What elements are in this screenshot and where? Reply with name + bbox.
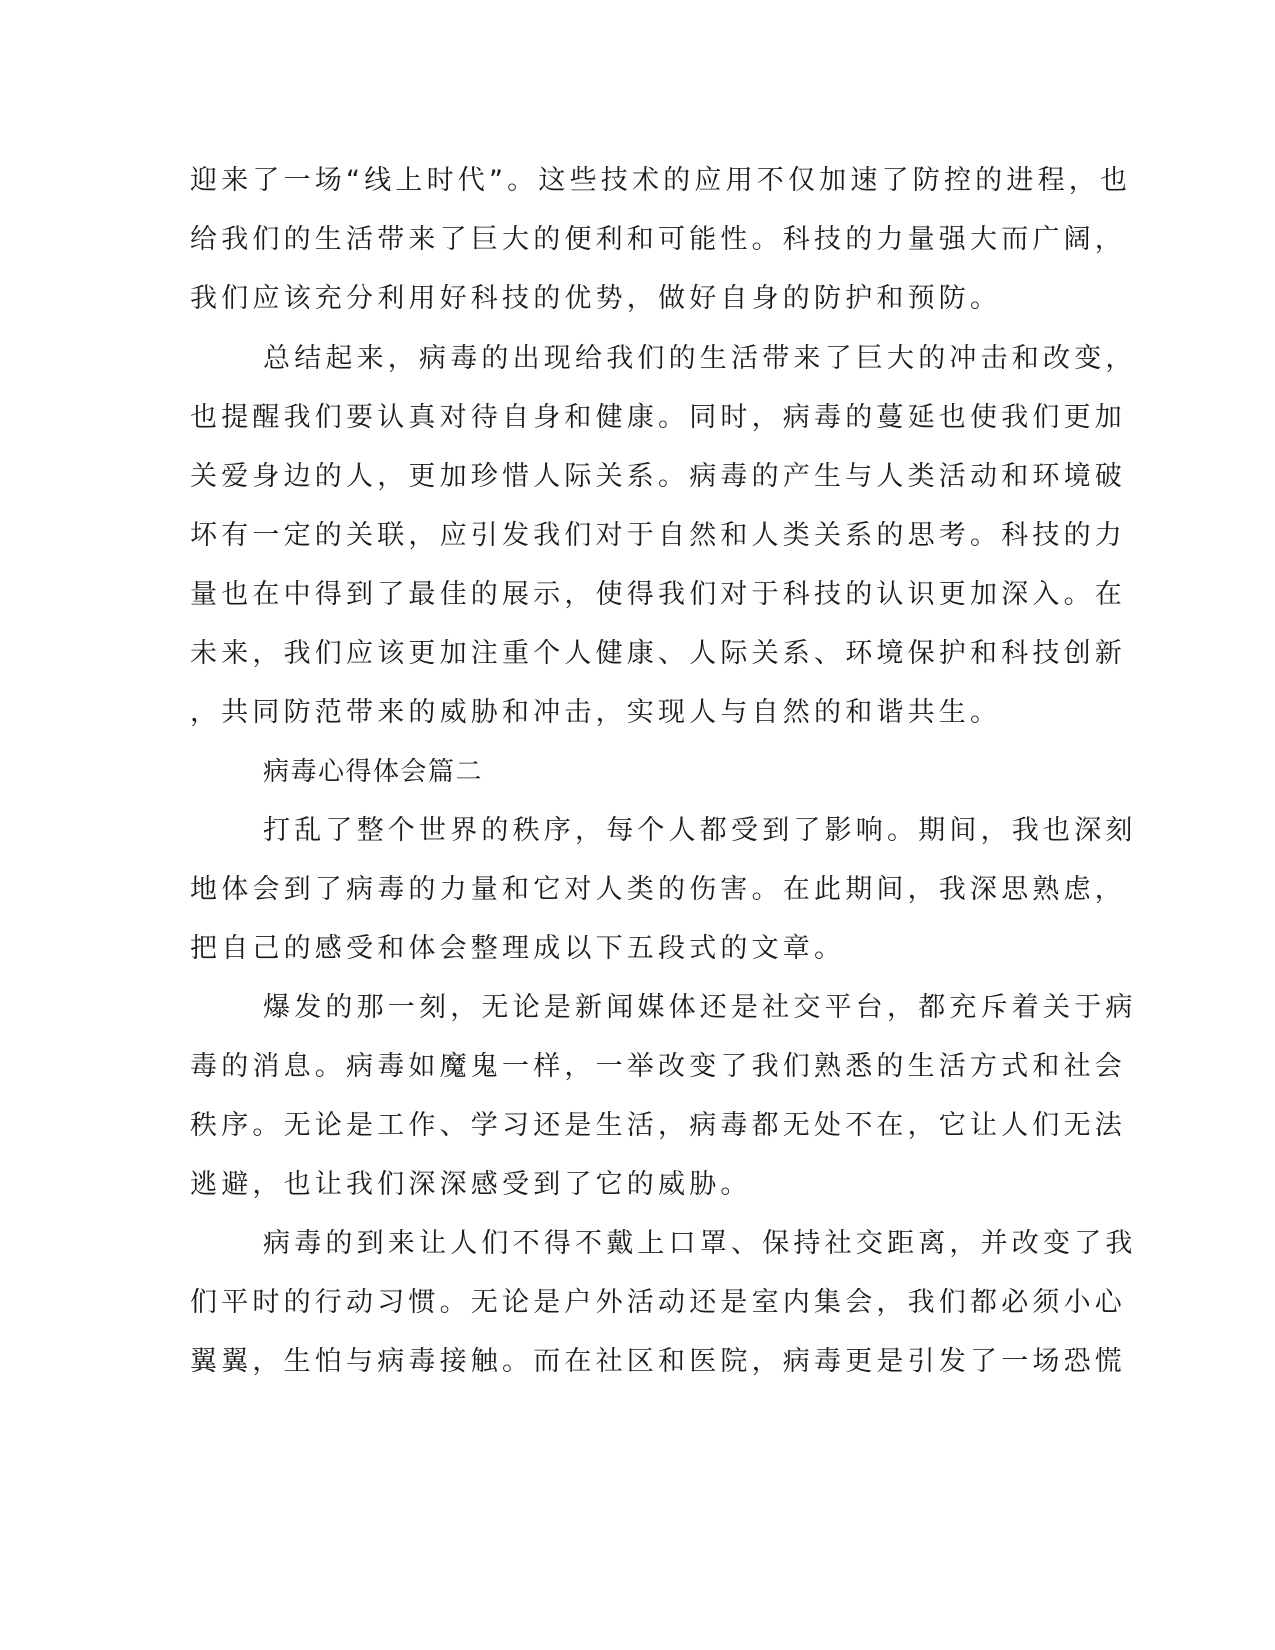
text-line: 量也在中得到了最佳的展示，使得我们对于科技的认识更加深入。在 <box>190 579 1126 610</box>
text-line: 秩序。无论是工作、学习还是生活，病毒都无处不在，它让人们无法 <box>190 1110 1126 1141</box>
text-line: 我们应该充分利用好科技的优势，做好自身的防护和预防。 <box>190 283 1002 314</box>
text-line: 地体会到了病毒的力量和它对人类的伤害。在此期间，我深思熟虑， <box>190 874 1126 905</box>
text-line: 也提醒我们要认真对待自身和健康。同时，病毒的蔓延也使我们更加 <box>190 402 1126 433</box>
text-line: 迎来了一场“线上时代”。这些技术的应用不仅加速了防控的进程，也 <box>190 165 1132 196</box>
text-line: 坏有一定的关联，应引发我们对于自然和人类关系的思考。科技的力 <box>190 520 1126 551</box>
text-line: 翼翼，生怕与病毒接触。而在社区和医院，病毒更是引发了一场恐慌 <box>190 1346 1126 1377</box>
text-line: 们平时的行动习惯。无论是户外活动还是室内集会，我们都必须小心 <box>190 1287 1126 1318</box>
paragraph-first-line: 打乱了整个世界的秩序，每个人都受到了影响。期间，我也深刻 <box>263 815 1137 846</box>
paragraph-first-line: 爆发的那一刻，无论是新闻媒体还是社交平台，都充斥着关于病 <box>263 992 1137 1023</box>
text-line: 给我们的生活带来了巨大的便利和可能性。科技的力量强大而广阔， <box>190 224 1126 255</box>
paragraph-first-line: 总结起来，病毒的出现给我们的生活带来了巨大的冲击和改变， <box>263 343 1137 374</box>
text-line: 逃避，也让我们深深感受到了它的威胁。 <box>190 1169 752 1200</box>
text-line: 未来，我们应该更加注重个人健康、人际关系、环境保护和科技创新 <box>190 638 1126 669</box>
text-line: 关爱身边的人，更加珍惜人际关系。病毒的产生与人类活动和环境破 <box>190 461 1126 492</box>
text-line: 把自己的感受和体会整理成以下五段式的文章。 <box>190 933 846 964</box>
text-line: 毒的消息。病毒如魔鬼一样，一举改变了我们熟悉的生活方式和社会 <box>190 1051 1126 1082</box>
section-heading: 病毒心得体会篇二 <box>263 757 484 787</box>
paragraph-first-line: 病毒的到来让人们不得不戴上口罩、保持社交距离，并改变了我 <box>263 1228 1137 1259</box>
text-line: ，共同防范带来的威胁和冲击，实现人与自然的和谐共生。 <box>190 697 1002 728</box>
